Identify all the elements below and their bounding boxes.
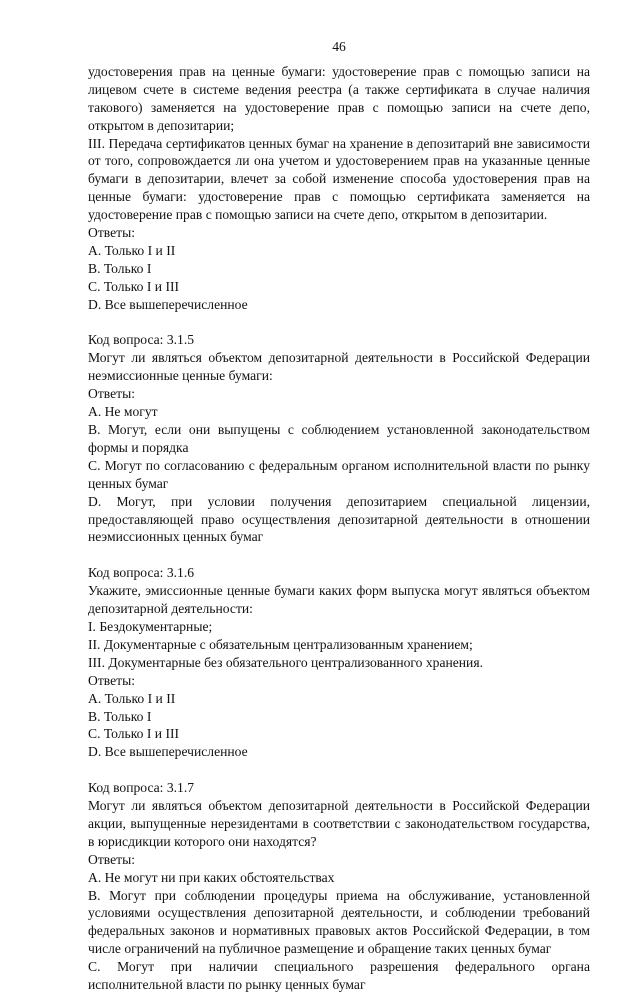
answer-option: A. Не могут: [88, 404, 158, 420]
question-code: Код вопроса: 3.1.7: [88, 780, 195, 796]
question-text: Могут ли являться объектом депозитарной деятельности в Российской Федерации акции, выпущенные нерезидентами в соответствии с законодательством государства, в юрисдикции которого они находятся?: [88, 798, 590, 849]
statement-item: III. Документарные без обязательного централизованного хранения.: [88, 654, 483, 670]
question-code: Код вопроса: 3.1.6: [88, 565, 195, 581]
document-page: [88, 38, 590, 994]
answer-option: C. Только I и III: [88, 278, 180, 294]
question-text: Могут ли являться объектом депозитарной деятельности в Российской Федерации неэмиссионные ценные бумаги:: [88, 350, 590, 384]
question-3-1-5: [88, 331, 590, 546]
paragraph-ii-end: удостоверения прав на ценные бумаги: удостоверение прав с помощью записи на лицевом счете в системе ведения реестра (а также сертификата в случае наличия такового) заменяется на удостоверение прав с помощью записи на счете депо, открытом в депозитарии;: [88, 63, 590, 133]
answer-option: D. Могут, при условии получения депозитарием специальной лицензии, предоставляющей право осуществления депозитарной деятельности в отношении неэмиссионных ценных бумаг: [88, 493, 590, 545]
answer-option: D. Все вышеперечисленное: [88, 296, 248, 312]
answer-option: A. Только I и II: [88, 242, 176, 258]
answer-option: A. Только I и II: [88, 690, 176, 706]
answer-option: D. Все вышеперечисленное: [88, 744, 248, 760]
answers-label: Ответы:: [88, 851, 135, 867]
answers-label: Ответы:: [88, 225, 135, 241]
page-number: 46: [332, 39, 346, 54]
answer-option: B. Только I: [88, 260, 152, 276]
statement-item: I. Бездокументарные;: [88, 618, 213, 634]
answer-option: A. Не могут ни при каких обстоятельствах: [88, 869, 335, 885]
question-code: Код вопроса: 3.1.5: [88, 332, 195, 348]
answer-option: B. Только I: [88, 708, 152, 724]
question-3-1-6: [88, 564, 590, 761]
answer-option: B. Могут при соблюдении процедуры приема на обслуживание, установленной условиями осуществления депозитарной деятельности, и соблюдении требований федеральных законов и нормативных правовых актов Российской Федерации, в том числе ограничений на публичное размещение и обращение таких ценных бумаг: [88, 887, 590, 957]
question-3-1-7: [88, 779, 590, 994]
continuation-block: [88, 63, 590, 314]
answers-label: Ответы:: [88, 386, 135, 402]
answers-label: Ответы:: [88, 672, 135, 688]
question-text: Укажите, эмиссионные ценные бумаги каких форм выпуска могут являться объектом депозитарной деятельности:: [88, 583, 590, 617]
paragraph-iii: III. Передача сертификатов ценных бумаг на хранение в депозитарий вне зависимости от того, сопровождается ли она учетом и удостоверением прав на указанные ценные бумаги в депозитарии, влечет за собой изменение способа удостоверения прав на ценные бумаги: удостоверение прав с помощью сертификата заменяется на удостоверение прав с помощью записи на счете депо, открытом в депозитарии.: [88, 135, 590, 223]
answer-option: C. Могут по согласованию с федеральным органом исполнительной власти по рынку ценных бумаг: [88, 457, 590, 491]
answer-option: C. Только I и III: [88, 726, 180, 742]
statement-item: II. Документарные с обязательным централизованным хранением;: [88, 636, 473, 652]
answer-option: B. Могут, если они выпущены с соблюдением установленной законодательством формы и порядка: [88, 422, 590, 455]
answer-option: C. Могут при наличии специального разрешения федерального органа исполнительной власти по рынку ценных бумаг: [88, 959, 590, 993]
